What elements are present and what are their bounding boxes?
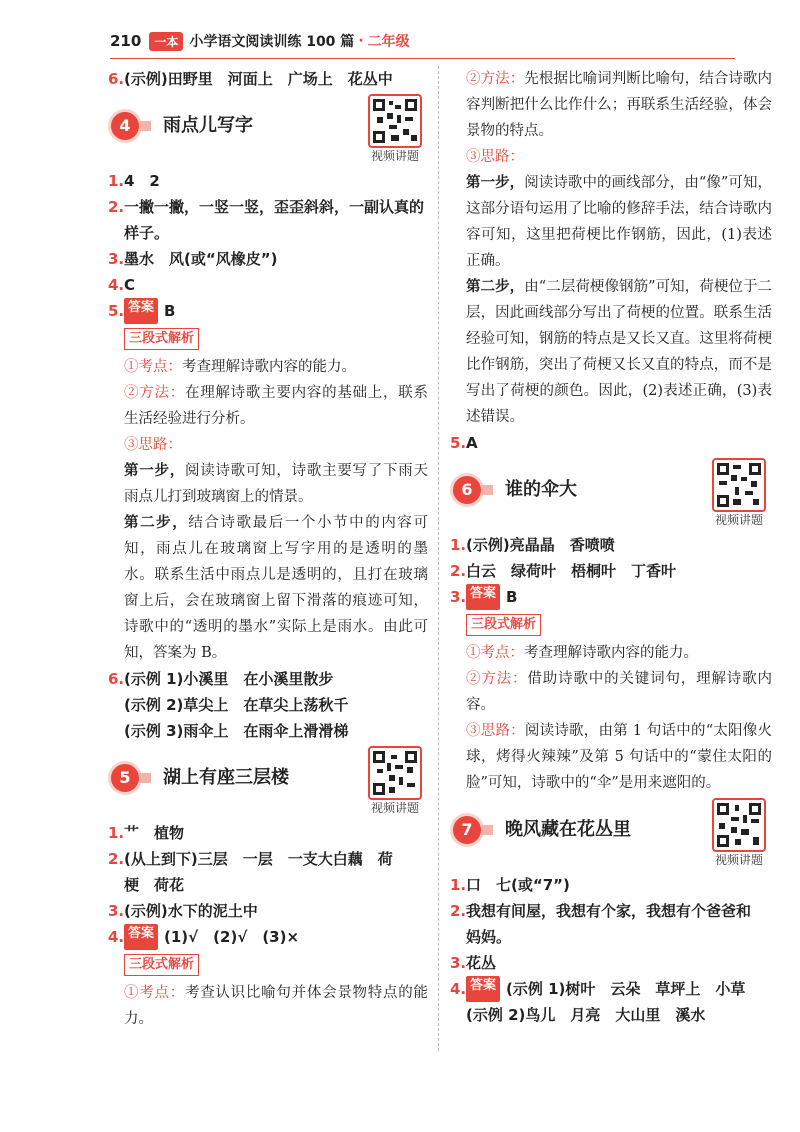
- method-text: 先根据比喻词判断比喻句，结合诗歌内容判断把什么比作什么；再联系生活经验，体会景物的特点。: [466, 71, 773, 139]
- answer-item: [450, 950, 772, 976]
- analysis-point: [124, 980, 428, 1032]
- step-label: 第一步，: [466, 175, 525, 191]
- item-number: 1.: [108, 172, 125, 190]
- analysis-tag: 三段式解析: [124, 954, 199, 976]
- answer-text: 我想有间屋，我想有个家，我想有个爸爸和: [466, 902, 752, 920]
- left-column: [108, 66, 428, 1032]
- analysis-approach: [450, 144, 772, 170]
- answer-continuation: [108, 220, 428, 246]
- method-label: ②方法：: [466, 71, 525, 87]
- answer-tag: 答案: [466, 584, 500, 610]
- answer-text: A: [466, 434, 478, 452]
- section-number: 6: [450, 473, 484, 507]
- answer-item: [108, 194, 428, 220]
- answer-item: [450, 532, 772, 558]
- section-badge: [450, 473, 493, 507]
- point-text: 考查理解诗歌内容的能力。: [182, 359, 356, 375]
- answer-continuation: [450, 924, 772, 950]
- item-number: 5.: [450, 434, 467, 452]
- item-number: 2.: [450, 562, 467, 580]
- section-title: 湖上有座三层楼: [163, 767, 289, 788]
- analysis-block: [108, 324, 428, 666]
- badge-tail: [481, 825, 493, 835]
- item-number: 6.: [108, 670, 125, 688]
- book-title: 小学语文阅读训练 100 篇: [189, 34, 355, 50]
- section-title: 谁的伞大: [505, 479, 577, 500]
- answer-text: 白云 绿荷叶 梧桐叶 丁香叶: [466, 562, 677, 580]
- answer-continuation: [108, 872, 428, 898]
- section-badge: [108, 761, 151, 795]
- answer-item: [450, 584, 772, 610]
- item-number: 1.: [108, 824, 125, 842]
- answer-item: [450, 430, 772, 456]
- analysis-point: [124, 354, 428, 380]
- answer-continuation: [450, 1002, 772, 1028]
- item-number: 3.: [450, 954, 467, 972]
- step-label: 第二步，: [466, 279, 525, 295]
- qr-caption: 视频讲题: [370, 801, 419, 815]
- section-title: 雨点儿写字: [163, 115, 253, 136]
- analysis-block: [450, 610, 772, 796]
- answer-text: (1)√ (2)√ (3)×: [164, 928, 300, 946]
- item-number: 4.: [108, 276, 125, 294]
- answer-text: (示例 1)树叶 云朵 草坪上 小草: [506, 980, 746, 998]
- point-label: ①考点：: [124, 985, 185, 1001]
- answer-text: 艹 植物: [124, 824, 185, 842]
- video-qr[interactable]: [364, 746, 426, 816]
- analysis-method: [124, 380, 428, 432]
- answer-text: (从上到下)三层 一层 一支大白藕 荷: [124, 850, 393, 868]
- answer-item: [108, 846, 428, 872]
- answer-text: B: [164, 302, 176, 320]
- method-label: ②方法：: [466, 671, 528, 687]
- qr-code-icon[interactable]: [368, 746, 422, 800]
- brand-logo: 一本: [149, 32, 183, 51]
- badge-tail: [139, 773, 151, 783]
- item-number: 6.: [108, 70, 125, 88]
- approach-label: ③思路：: [466, 723, 525, 739]
- answer-text: 妈妈。: [466, 928, 512, 946]
- answer-text: 4 2: [124, 172, 160, 190]
- answer-item: [108, 898, 428, 924]
- approach-label: ③思路：: [124, 437, 182, 453]
- section-number: 4: [108, 109, 142, 143]
- answer-text: 口 七(或“7”): [466, 876, 570, 894]
- item-number: 4.: [450, 980, 467, 998]
- section-number: 7: [450, 813, 484, 847]
- grade-label: 二年级: [367, 34, 410, 50]
- qr-code-icon[interactable]: [712, 798, 766, 852]
- point-text: 考查认识比喻句并体会景物特点的能力。: [124, 985, 429, 1027]
- badge-tail: [139, 121, 151, 131]
- method-text: 借助诗歌中的关键词句，理解诗歌内容。: [466, 671, 773, 713]
- section-header-7: [450, 802, 772, 867]
- item-number: 4.: [108, 928, 125, 946]
- answer-text: (示例 3)雨伞上 在雨伞上滑滑梯: [124, 722, 349, 740]
- answer-tag: 答案: [124, 298, 158, 324]
- title-separator: ·: [358, 33, 364, 49]
- section-header-6: [450, 462, 772, 527]
- step-paragraph: [450, 274, 772, 430]
- step-paragraph: [450, 170, 772, 274]
- answer-text: (示例 2)草尖上 在草尖上荡秋千: [124, 696, 349, 714]
- step-label: 第一步，: [124, 463, 185, 479]
- item-number: 1.: [450, 536, 467, 554]
- answer-text: (示例)田野里 河面上 广场上 花丛中: [124, 70, 393, 88]
- qr-code-icon[interactable]: [368, 94, 422, 148]
- answer-item: [108, 666, 428, 692]
- analysis-tag: 三段式解析: [124, 328, 199, 350]
- column-divider: [438, 66, 439, 1051]
- section-header-5: [108, 750, 428, 815]
- answer-item: [108, 820, 428, 846]
- answer-tag: 答案: [466, 976, 500, 1002]
- step-text: 结合诗歌最后一个小节中的内容可知，雨点儿在玻璃窗上写字用的是透明的墨水。联系生活中雨点儿是透明的，且打在玻璃窗上后，会在玻璃窗上留下滑落的痕迹可知，诗歌中的“透明的墨水”实际上是雨水。由此可知，答案为 B。: [124, 515, 429, 661]
- answer-item: [450, 558, 772, 584]
- analysis-point: [466, 640, 772, 666]
- answer-text: (示例 2)鸟儿 月亮 大山里 溪水: [466, 1006, 706, 1024]
- right-column: [450, 66, 772, 1028]
- section-badge: [108, 109, 151, 143]
- video-qr[interactable]: [708, 458, 770, 528]
- method-text: 在理解诗歌主要内容的基础上，联系生活经验进行分析。: [124, 385, 429, 427]
- section-title: 晚风藏在花丛里: [505, 819, 631, 840]
- page-number: 210: [110, 32, 142, 50]
- header-rule: [110, 58, 735, 59]
- point-text: 考查理解诗歌内容的能力。: [524, 645, 698, 661]
- answer-item: [108, 272, 428, 298]
- answer-item: [450, 976, 772, 1002]
- answer-item: [450, 872, 772, 898]
- step-paragraph: [124, 458, 428, 510]
- item-number: 3.: [108, 250, 125, 268]
- page-header: [110, 29, 410, 53]
- step-text: 由“二层荷梗像钢筋”可知，荷梗位于二层，因此画线部分写出了荷梗的位置。联系生活经验可知，钢筋的特点是又长又直。这里将荷梗比作钢筋，突出了荷梗又长又直的特点，而不是写出了荷梗的颜色。因此，(2)表述正确，(3)表述错误。: [466, 279, 773, 425]
- qr-code-icon[interactable]: [712, 458, 766, 512]
- video-qr[interactable]: [708, 798, 770, 868]
- answer-text: 墨水 风(或“风橡皮”): [124, 250, 278, 268]
- section-badge: [450, 813, 493, 847]
- answer-text: (示例 1)小溪里 在小溪里散步: [124, 670, 334, 688]
- method-label: ②方法：: [124, 385, 185, 401]
- answer-tag: 答案: [124, 924, 158, 950]
- step-label: 第二步，: [124, 515, 189, 531]
- step-text: 阅读诗歌中的画线部分，由“像”可知，这部分语句运用了比喻的修辞手法，结合诗歌内容可知，这里把荷梗比作钢筋，因此，(1)表述正确。: [466, 175, 773, 269]
- point-label: ①考点：: [124, 359, 182, 375]
- item-number: 1.: [450, 876, 467, 894]
- answer-text: 一撇一撇，一竖一竖，歪歪斜斜，一副认真的: [124, 198, 425, 216]
- answer-item: [108, 246, 428, 272]
- answer-item: [450, 898, 772, 924]
- step-text: 阅读诗歌可知，诗歌主要写了下雨天雨点儿打到玻璃窗上的情景。: [124, 463, 429, 505]
- step-paragraph: [124, 510, 428, 666]
- answer-continuation: [108, 718, 428, 744]
- answer-text: C: [124, 276, 136, 294]
- badge-tail: [481, 485, 493, 495]
- answer-text: (示例)亮晶晶 香喷喷: [466, 536, 615, 554]
- answer-item: [108, 924, 428, 950]
- answer-item: [108, 168, 428, 194]
- qr-caption: 视频讲题: [370, 149, 419, 163]
- analysis-tag: 三段式解析: [466, 614, 541, 636]
- analysis-method: [450, 66, 772, 144]
- item-number: 5.: [108, 302, 125, 320]
- section-number: 5: [108, 761, 142, 795]
- approach-label: ③思路：: [466, 149, 524, 165]
- point-label: ①考点：: [466, 645, 524, 661]
- answer-text: (示例)水下的泥土中: [124, 902, 258, 920]
- answer-text: 花丛: [466, 954, 497, 972]
- qr-caption: 视频讲题: [714, 853, 763, 867]
- video-qr[interactable]: [364, 94, 426, 164]
- analysis-approach: [466, 718, 772, 796]
- approach-text: 阅读诗歌，由第 1 句话中的“太阳像火球，烤得火辣辣”及第 5 句话中的“蒙住太阳的脸”可知，诗歌中的“伞”是用来遮阳的。: [466, 723, 773, 791]
- analysis-block: [108, 950, 428, 1032]
- answer-text: B: [506, 588, 518, 606]
- answer-continuation: [108, 692, 428, 718]
- answer-item: [108, 298, 428, 324]
- item-number: 3.: [450, 588, 467, 606]
- analysis-method: [466, 666, 772, 718]
- answer-text: 梗 荷花: [124, 876, 185, 894]
- item-number: 2.: [108, 198, 125, 216]
- analysis-approach: [124, 432, 428, 458]
- qr-caption: 视频讲题: [714, 513, 763, 527]
- item-number: 3.: [108, 902, 125, 920]
- answer-item: [108, 66, 428, 92]
- item-number: 2.: [450, 902, 467, 920]
- item-number: 2.: [108, 850, 125, 868]
- answer-text: 样子。: [124, 224, 170, 242]
- section-header-4: [108, 98, 428, 163]
